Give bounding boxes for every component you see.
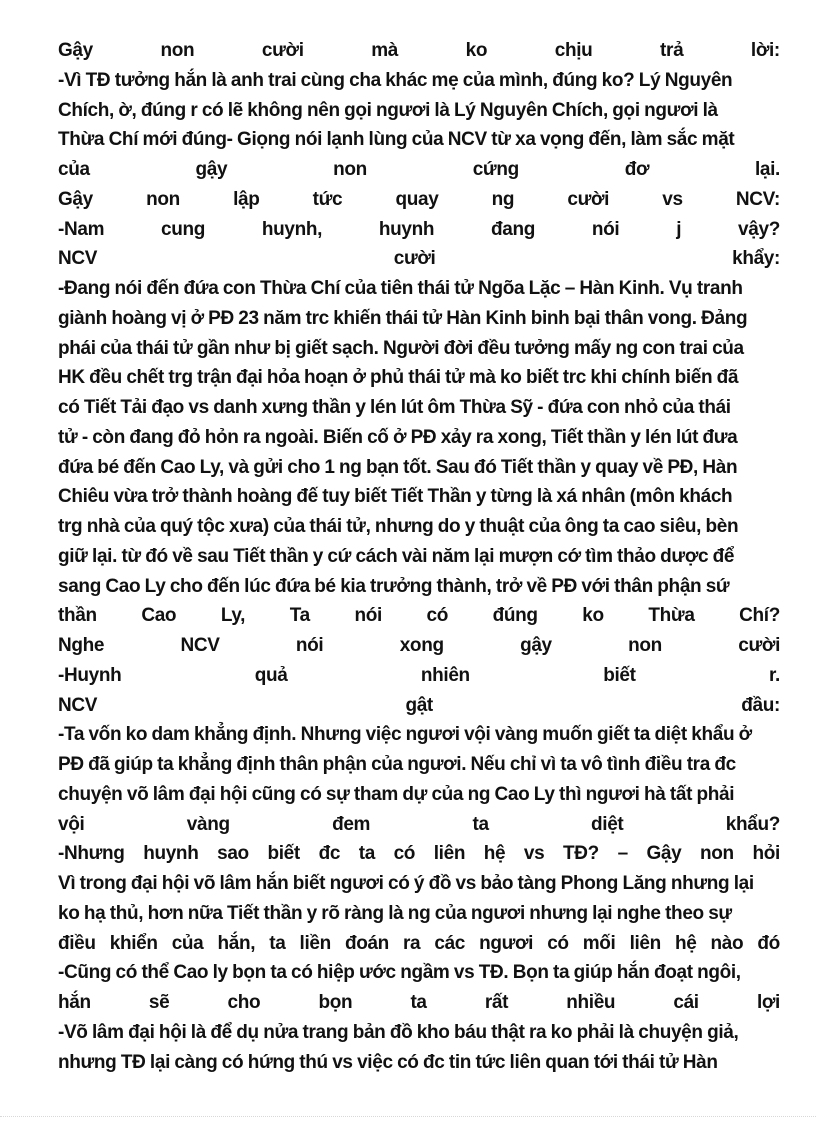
word: quay [395,188,439,210]
word: điều [58,932,96,954]
page-bottom-divider [0,1116,816,1117]
word: ngươi [479,932,534,954]
text-line: -Cũng có thể Cao ly bọn ta có hiệp ước ngầm vs TĐ. Bọn ta giúp hắn đoạt ngôi, [58,962,741,984]
word: ko [465,40,488,61]
word: non [160,40,195,61]
text-line: có Tiết Tải đạo vs danh xưng thần y lén lút ôm Thừa Sỹ - đứa con nhỏ của thái [58,397,731,418]
word: vs [523,843,545,865]
word: thần [58,605,97,627]
word: non [700,843,734,865]
word: TĐ? [563,843,599,865]
word: rất [484,992,509,1013]
word: quả [254,664,288,686]
word: có [547,932,569,954]
text-line: giữ lại. từ đó về sau Tiết thần y cứ cách vài năm lại mượn cớ tìm thảo dược để [58,545,735,567]
text-line: nhưng TĐ lại càng có hứng thú vs việc có đc tin tức liên quan tới thái tử Hàn [58,1051,718,1073]
word: nhiều [566,992,616,1013]
text-line [58,631,780,661]
text-line: giành hoàng vị ở PĐ 23 năm trc khiến thái tử Hàn Kinh binh bại thân vong. Đảng [58,307,748,329]
word: đoán [344,932,389,954]
word: chịu [554,40,593,61]
word: đem [332,813,371,835]
word: đó [757,932,780,954]
word: hệ [483,843,506,865]
text-line [58,215,780,245]
word: Gậy [58,40,93,61]
word: huynh [143,843,199,865]
word: NCV [58,694,98,716]
text-line [58,36,780,66]
text-line: ko hạ thủ, hơn nữa Tiết thần y rõ ràng là ng của ngươi nhưng lại nghe theo sự [58,902,732,924]
word: nào [710,932,744,954]
word: biết [603,664,636,686]
word: NCV: [735,188,780,210]
word: Thừa [648,605,695,627]
text-line: Thừa Chí mới đúng- Giọng nói lạnh lùng của NCV từ xa vọng đến, làm sắc mặt [58,129,735,151]
word: non [628,635,662,656]
word: đơ [624,159,650,180]
word: NCV [180,635,220,656]
word: tức [312,188,343,210]
word: lời: [750,40,780,61]
text-line: HK đều chết trg trận đại hỏa hoạn ở phủ thái tử mà ko biết trc khi chính biến đã [58,367,739,389]
text-line: -Đang nói đến đứa con Thừa Chí của tiên thái tử Ngõa Lặc – Hàn Kinh. Vụ tranh [58,278,743,299]
text-line: PĐ đã giúp ta khẳng định thân phận của ngươi. Nếu chỉ vì ta vô tình điều tra đc [58,754,736,775]
text-line [58,810,780,840]
word: của [58,159,90,180]
word: đang [491,218,536,240]
word: gậy [195,159,228,180]
word: có [426,605,449,627]
text-line [58,839,780,869]
word: Gậy [58,188,93,210]
word: liền [299,932,331,954]
word: đầu: [741,694,780,716]
word: trả [660,40,684,61]
word: cười [393,248,436,270]
word: nói [591,218,620,240]
word: liên [433,843,466,865]
word: non [146,188,180,210]
text-line: -Võ lâm đại hội là để dụ nửa trang bản đồ kho báu thật ra ko phải là chuyện giả, [58,1021,739,1043]
word: mà [371,40,399,61]
text-line [58,661,780,691]
word: ko [582,605,604,627]
word: r. [769,664,780,686]
word: biết [267,843,300,865]
word: cho [227,992,261,1013]
text-line: trg nhà của quý tộc xưa) của thái tử, nhưng do y thuật của ông ta cao siêu, bèn [58,516,739,537]
word: cái [673,992,699,1013]
word: ta [358,843,375,865]
word: huynh [378,218,435,240]
word: ta [410,992,427,1013]
word: lại. [754,159,780,180]
word: bọn [318,992,353,1013]
text-line [58,691,780,721]
word: hắn [58,992,91,1013]
word: hệ [674,932,697,954]
word: có [393,843,416,865]
text-line: Chích, ờ, đúng r có lẽ không nên gọi ngươi là Lý Nguyên Chích, gọi ngươi là [58,99,718,121]
word: -Nhưng [58,843,125,865]
word: khẩy: [732,248,780,270]
word: liên [629,932,661,954]
word: đúng [492,605,538,627]
word: cung [160,218,205,240]
word: ta [472,813,489,835]
word: NCV [58,248,98,270]
word: xong [399,635,444,656]
text-line: tử - còn đang đỏ hỏn ra ngoài. Biến cố ở PĐ xảy ra xong, Tiết thần y lén lút đưa [58,426,738,448]
text-line: -Vì TĐ tưởng hắn là anh trai cùng cha khác mẹ của mình, đúng ko? Lý Nguyên [58,69,733,91]
word: cười [261,40,304,61]
word: huynh, [261,218,323,240]
text-line: đứa bé đến Cao Ly, và gửi cho 1 ng bạn tốt. Sau đó Tiết thần y quay về PĐ, Hàn [58,456,738,478]
word: lập [233,188,260,210]
document-page [58,36,780,1077]
word: Ta [289,605,310,627]
text-line [58,155,780,185]
word: -Nam [58,218,105,240]
word: Nghe [58,635,105,656]
word: nói [295,635,324,656]
word: sao [217,843,249,865]
text-line: -Ta vốn ko dam khẳng định. Nhưng việc ngươi vội vàng muốn giết ta diệt khẩu ở [58,724,752,746]
word: hỏi [752,843,780,865]
word: ta [269,932,286,954]
word: nhiên [420,664,470,686]
word: đc [318,843,341,865]
word: hắn, [217,932,256,954]
word: diệt [591,813,624,835]
text-line [58,988,780,1018]
word: Cao [141,605,177,627]
word: vậy? [738,218,780,240]
word: cười [567,188,610,210]
word: gậy [520,635,552,656]
word: mối [582,932,616,954]
word: khẩu? [725,813,780,835]
word: cứng [472,159,519,180]
word: vs [662,188,683,210]
word: vội [58,813,85,835]
word: lợi [756,992,780,1013]
word: cười [738,635,780,656]
word: sẽ [148,992,170,1013]
word: ra [403,932,421,954]
text-line: chuyện võ lâm đại hội cũng có sự tham dự của ng Cao Ly thì ngươi hà tất phải [58,783,735,805]
word: Ly, [220,605,246,627]
text-line [58,244,780,274]
text-line: Vì trong đại hội võ lâm hắn biết ngươi có ý đồ vs bảo tàng Phong Lăng nhưng lại [58,873,754,894]
word: của [171,932,204,954]
text-line [58,185,780,215]
text-line [58,601,780,631]
word: – [617,843,628,865]
word: Chí? [739,605,780,627]
word: non [333,159,367,180]
text-line: sang Cao Ly cho đến lúc đứa bé kia trưởng thành, trở về PĐ với thân phận sứ [58,575,730,597]
word: các [434,932,466,954]
word: gật [405,694,433,716]
word: j [676,218,682,240]
word: -Huynh [58,664,122,686]
text-line: phái của thái tử gần như bị giết sạch. Người đời đều tưởng mấy ng con trai của [58,337,744,359]
word: ng [491,188,515,210]
word: vàng [186,813,230,835]
text-line [58,929,780,959]
word: khiển [109,932,158,954]
text-line: Chiêu vừa trở thành hoàng đế tuy biết Tiết Thần y từng là xá nhân (môn khách [58,486,733,508]
word: nói [354,605,382,627]
word: Gậy [646,843,682,865]
